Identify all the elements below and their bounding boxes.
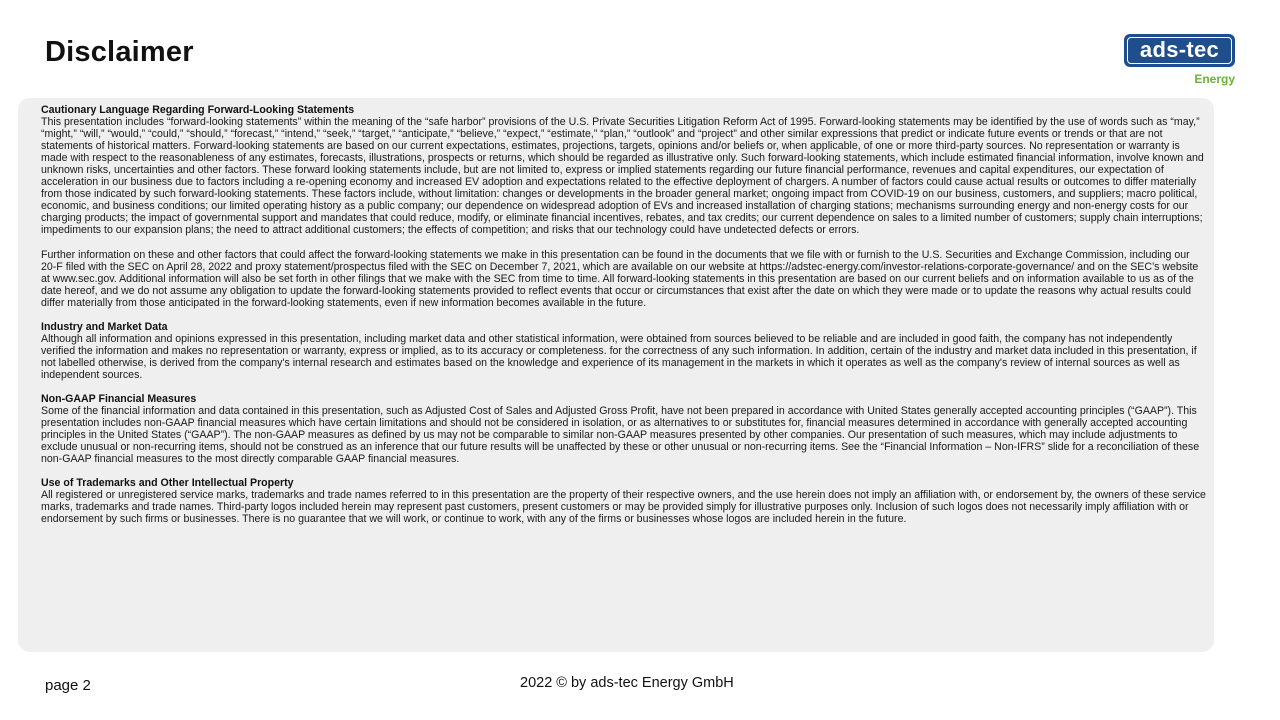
section-heading: Use of Trademarks and Other Intellectual Property [41,477,294,490]
section-paragraph: Some of the financial information and data contained in this presentation, such as Adjusted Cost of Sales and Adjusted Gross Profit, have not been prepared in accordance with United States generally accepted accounting principles (“GAAP”). This presentation includes non-GAAP financial measures which have certain limitations and should not be considered in isolation, or as alternatives to or substitutes for, financial measures determined in accordance with generally accepted accounting principles in the United States (“GAAP”). The non-GAAP measures as defined by us may not be comparable to similar non-GAAP measures presented by other companies. Our presentation of such measures, which may include adjustments to exclude unusual or non-recurring items, should not be construed as an inference that our future results will be unaffected by these or other unusual or non-recurring items. See the “Financial Information – Non-IFRS” slide for a reconciliation of these non-GAAP financial measures to the most directly comparable GAAP financial measures. [41,405,1200,466]
section-trademarks [41,477,1206,525]
logo-subtext: Energy [1194,72,1235,86]
disclaimer-content [41,104,1206,537]
section-non-gaap [41,393,1206,465]
logo-badge [1124,34,1235,67]
disclaimer-panel [18,98,1214,652]
page-number: page 2 [45,677,91,694]
section-paragraph: All registered or unregistered service marks, trademarks and trade names referred to in this presentation are the property of their respective owners, and the use herein does not imply an affiliation with, or endorsement by, the owners of these service marks, trademarks and trade names. Third-party logos included herein may represent past customers, present customers or may be provided simply for illustrative purposes only. Inclusion of such logos does not necessarily imply affiliation with or endorsement by such firms or businesses. There is no guarantee that we will work, or continue to work, with any of the firms or businesses whose logos are included herein in the future. [41,489,1206,526]
section-paragraph: Further information on these and other factors that could affect the forward-looking statements we make in this presentation can be found in the documents that we file with or furnish to the U.S. Securities and Exchange Commission, including our 20-F filed with the SEC on April 28, 2022 and proxy statement/prospectus filed with the SEC on December 7, 2021, which are available on our website at https://adstec-energy.com/investor-relations-corporate-governance/ and on the SEC’s website at www.sec.gov. Additional information will also be set forth in other filings that we make with the SEC from time to time. All forward-looking statements in this presentation are based on our current beliefs and on information available to us as of the date hereof, and we do not assume any obligation to update the forward-looking statements provided to reflect events that occur or circumstances that exist after the date on which they were made or to update the reasons why actual results could differ materially from those anticipated in the forward-looking statements, even if new information becomes available in the future. [41,248,1199,309]
section-industry-market-data [41,321,1206,381]
section-paragraph: This presentation includes “forward-looking statements” within the meaning of the “safe harbor” provisions of the U.S. Private Securities Litigation Reform Act of 1995. Forward-looking statements may be identified by the use of words such as “may,” “might,” “will,” “would,” “could,” “should,” “forecast,” “intend,” “seek,” “target,” “anticipate,” “believe,” “expect,” “estimate,” “plan,” “outlook” and “project” and other similar expressions that predict or indicate future events or trends or that are not statements of historical matters. Forward-looking statements are based on our current expectations, estimates, projections, targets, opinions and/or beliefs or, when applicable, of one or more third-party sources. No representation or warranty is made with respect to the reasonableness of any estimates, forecasts, illustrations, prospects or returns, which should be regarded as illustrative only. Such forward-looking statements, which include estimated financial information, involve known and unknown risks, uncertainties and other factors. These forward looking statements include, but are not limited to, express or implied statements regarding our future financial performance, revenues and capital expenditures, our expectation of acceleration in our business due to factors including a re-opening economy and increased EV adoption and expectations related to the effective deployment of chargers. A number of factors could cause actual results or outcomes to differ materially from those indicated by such forward-looking statements. These factors include, without limitation: changes or developments in the broader general market; ongoing impact from COVID-19 on our business, customers, and suppliers; macro political, economic, and business conditions; our limited operating history as a public company; our dependence on widespread adoption of EVs and increased installation of charging stations; mechanisms surrounding energy and non-energy costs for our charging products; the impact of governmental support and mandates that could reduce, modify, or eliminate financial incentives, rebates, and tax credits; our current dependence on sales to a limited number of customers; supply chain interruptions; impediments to our expansion plans; the need to attract additional customers; the effects of competition; and risks that our technology could have undetected defects or errors. [41,116,1204,237]
section-forward-looking [41,104,1206,237]
logo-text: ads-tec [1127,37,1232,64]
section-paragraph: Although all information and opinions expressed in this presentation, including market data and other statistical information, were obtained from sources believed to be reliable and are included in good faith, the company has not independently verified the information and makes no representation or warranty, express or implied, as to its accuracy or completeness. for the correctness of any such information. In addition, certain of the industry and market data included in this presentation, if not labelled otherwise, is derived from the company's internal research and estimates based on the knowledge and experience of its management in the markets in which it operates as well as the company's review of internal sources as well as independent sources. [41,332,1197,381]
section-heading: Industry and Market Data [41,320,168,333]
company-logo [1124,34,1235,88]
section-heading: Cautionary Language Regarding Forward-Looking Statements [41,104,355,116]
copyright-notice: 2022 © by ads-tec Energy GmbH [520,675,734,691]
section-further-information [41,249,1206,309]
page-title: Disclaimer [45,36,194,68]
section-heading: Non-GAAP Financial Measures [41,392,197,405]
